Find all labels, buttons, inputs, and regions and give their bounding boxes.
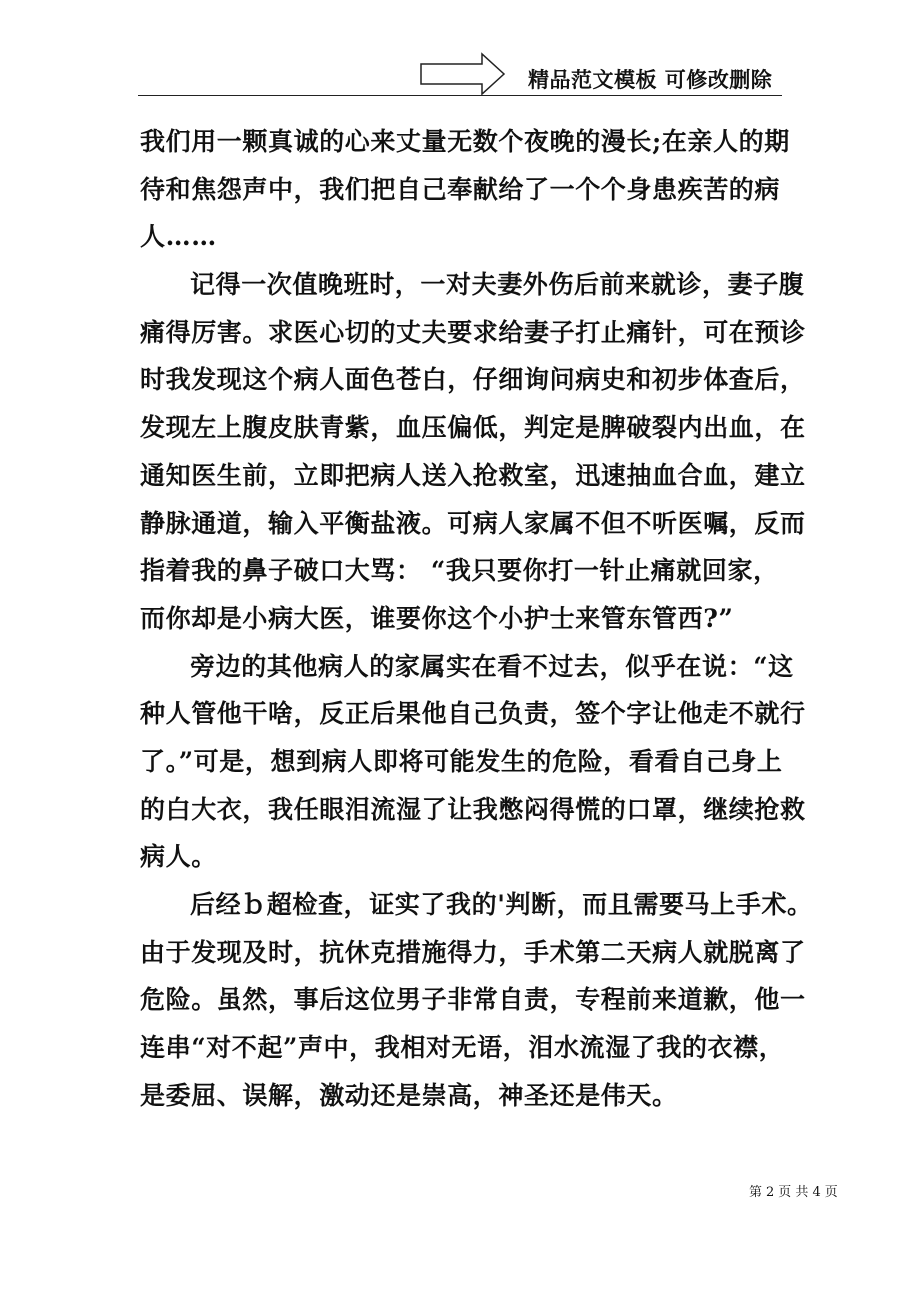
text-line: 的白大衣，我任眼泪流湿了让我憋闷得慌的口罩，继续抢救 <box>140 794 806 824</box>
text-line: 我们用一颗真诚的心来丈量无数个夜晚的漫长;在亲人的期 <box>140 127 790 156</box>
document-body <box>140 118 813 1119</box>
text-line: 待和焦怨声中，我们把自己奉献给了一个个身患疾苦的病 <box>140 174 781 204</box>
text-line: 通知医生前，立即把病人送入抢救室，迅速抽血合血，建立 <box>140 460 806 490</box>
text-line: 指着我的鼻子破口大骂： “我只要你打一针止痛就回家， <box>140 556 779 586</box>
page-number-footer <box>749 1181 842 1200</box>
paragraph-start-line: 后经ｂ超检查，证实了我的'判断，而且需要马上手术。 <box>190 890 813 919</box>
text-line: 而你却是小病大医，谁要你这个小护士来管东管西?” <box>140 603 734 633</box>
text-line: 时我发现这个病人面色苍白，仔细询问病史和初步体查后， <box>140 365 806 395</box>
text-line: 发现左上腹皮肤青紫，血压偏低，判定是脾破裂内出血，在 <box>140 413 806 443</box>
text-line: 种人管他干啥，反正后果他自己负责，签个字让他走不就行 <box>140 699 806 729</box>
current-page-number: 2 <box>766 1185 775 1200</box>
total-page-count: 4 <box>812 1185 821 1200</box>
right-arrow-icon <box>420 52 506 96</box>
paragraph-start-line: 记得一次值晚班时，一对夫妻外伤后前来就诊，妻子腹 <box>190 270 805 300</box>
text-line: 了。”可是，想到病人即将可能发生的危险，看看自己身上 <box>140 746 783 776</box>
text-line: 连串“对不起”声中，我相对无语，泪水流湿了我的衣襟， <box>140 1033 785 1063</box>
paragraph-start-line: 旁边的其他病人的家属实在看不过去，似乎在说：“这 <box>190 651 794 681</box>
text-line: 病人。 <box>140 842 217 872</box>
text-line: 由于发现及时，抗休克措施得力，手术第二天病人就脱离了 <box>140 937 806 967</box>
header-divider <box>138 95 782 96</box>
footer-prefix: 第 <box>749 1185 763 1200</box>
text-line: 静脉通道，输入平衡盐液。可病人家属不但不听医嘱，反而 <box>140 508 806 538</box>
footer-suffix: 页 <box>824 1185 838 1200</box>
text-line: 痛得厉害。求医心切的丈夫要求给妻子打止痛针，可在预诊 <box>140 317 806 347</box>
header-title: 精品范文模板 可修改删除 <box>528 68 773 92</box>
text-line: 危险。虽然，事后这位男子非常自责，专程前来道歉，他一 <box>140 985 806 1015</box>
text-line: 人…… <box>140 222 217 252</box>
text-line: 是委屈、误解，激动还是崇高，神圣还是伟天。 <box>140 1080 678 1110</box>
footer-mid: 页 共 <box>778 1185 809 1200</box>
